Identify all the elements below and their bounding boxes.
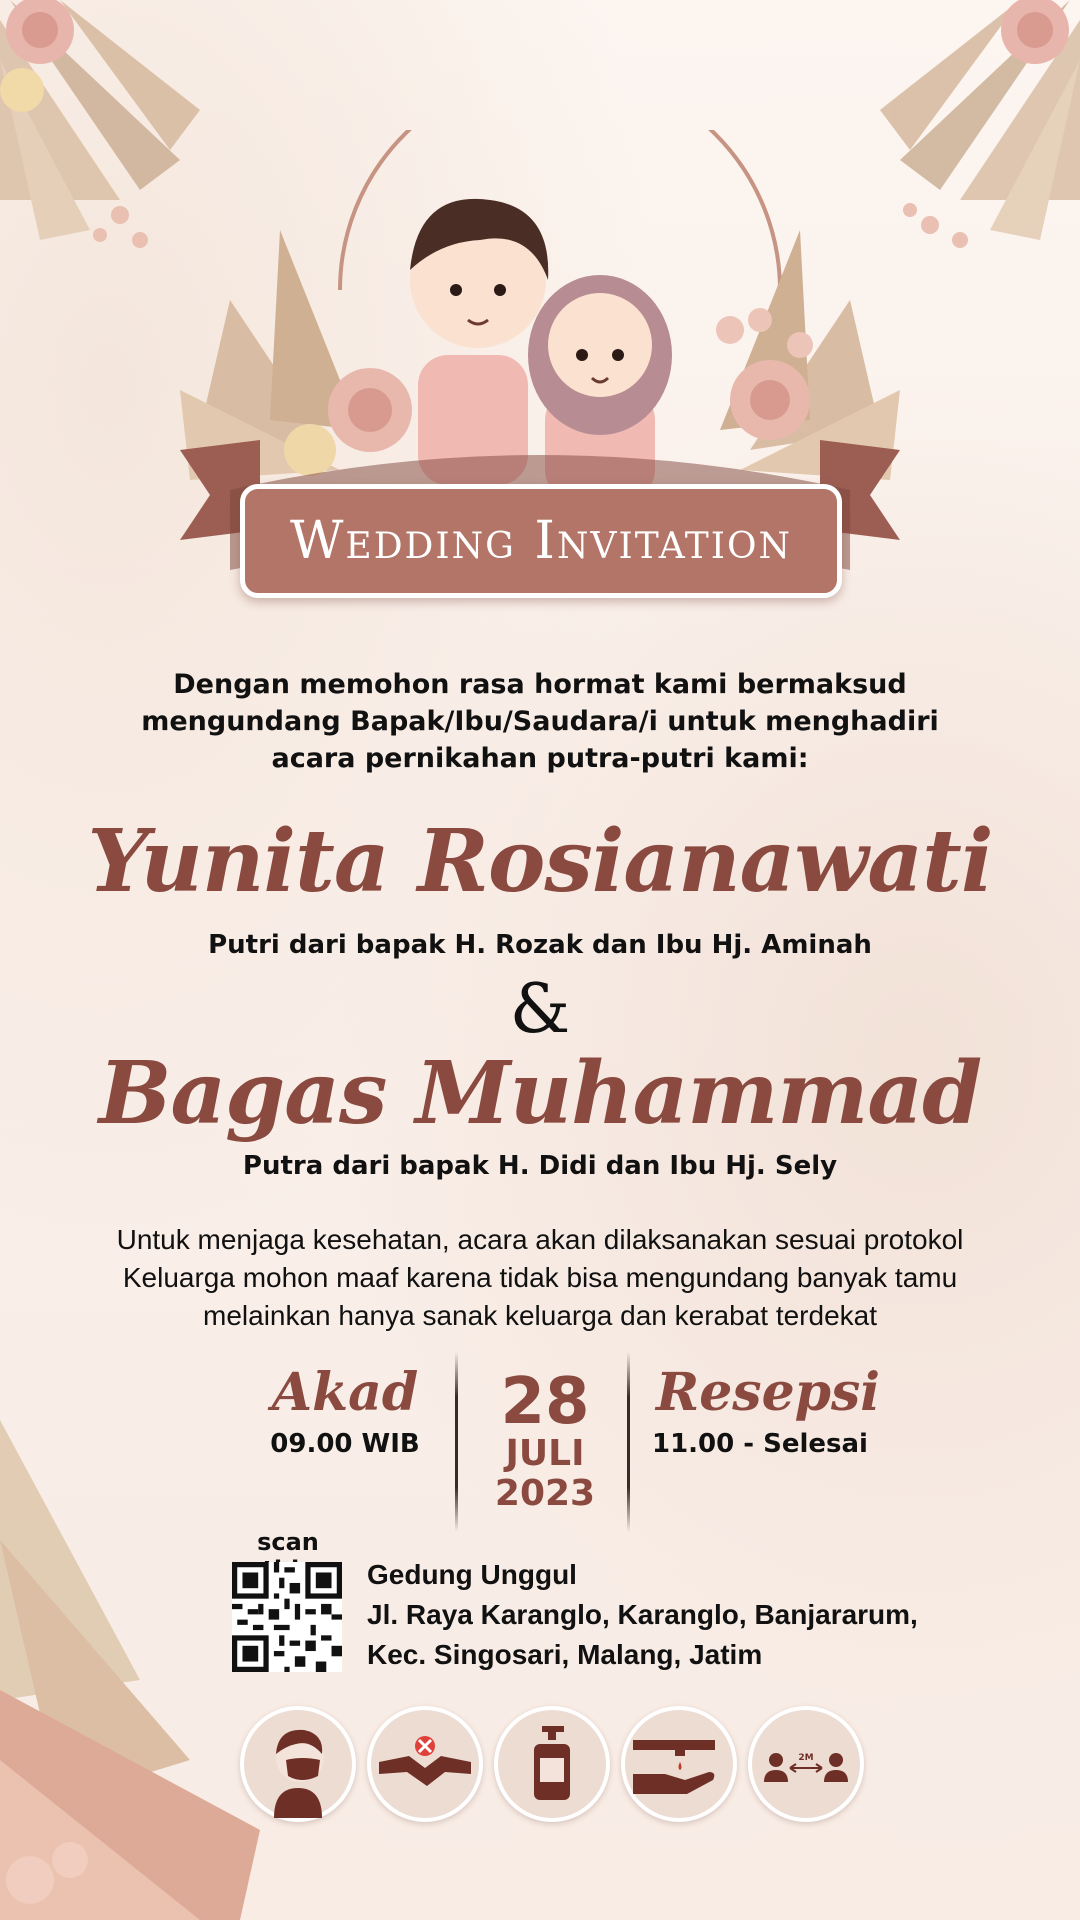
groom-parents: Putra dari bapak H. Didi dan Ibu Hj. Sely <box>242 1151 838 1181</box>
intro-text <box>0 666 1080 777</box>
banner-ribbon <box>240 484 842 598</box>
banner-title: Wedding Invitation <box>289 511 793 571</box>
date-year: 2023 <box>494 1473 596 1514</box>
mask-icon <box>240 1706 356 1822</box>
arch-frame <box>340 130 780 290</box>
resepsi-time: 11.00 - Selesai <box>652 1429 868 1459</box>
venue-address-line1: Jl. Raya Karanglo, Karanglo, Banjararum, <box>367 1599 918 1630</box>
hand-sanitizer-icon <box>494 1706 610 1822</box>
hand-wash-icon <box>621 1706 737 1822</box>
akad-title: Akad <box>271 1362 419 1423</box>
no-handshake-icon <box>367 1706 483 1822</box>
protocol-line: Untuk menjaga kesehatan, acara akan dilaksanakan sesuai protokol <box>116 1224 964 1255</box>
bride-name: Yunita Rosianawati <box>87 811 993 912</box>
distance-label: 2M <box>798 1753 814 1763</box>
groom-name: Bagas Muhammad <box>98 1043 982 1144</box>
venue-address-line2: Kec. Singosari, Malang, Jatim <box>367 1639 763 1670</box>
distance-icon <box>748 1706 864 1822</box>
ampersand: & <box>509 970 571 1049</box>
bride-parents: Putri dari bapak H. Rozak dan Ibu Hj. Aminah <box>208 930 872 960</box>
venue-name: Gedung Unggul <box>367 1559 577 1590</box>
intro-line: acara pernikahan putra-putri kami: <box>271 743 809 774</box>
date-month: JULI <box>505 1433 585 1474</box>
qr-code[interactable] <box>232 1562 342 1672</box>
resepsi-title: Resepsi <box>656 1362 881 1423</box>
venue-block <box>367 1555 967 1675</box>
resepsi-block <box>650 1362 881 1459</box>
intro-line: Dengan memohon rasa hormat kami bermaksud <box>173 669 907 700</box>
protocol-message <box>0 1221 1080 1335</box>
qr-label: scan <box>257 1528 319 1556</box>
intro-line: mengundang Bapak/Ibu/Saudara/i untuk menghadiri <box>141 706 939 737</box>
schedule-divider-left <box>455 1352 458 1532</box>
schedule-divider-right <box>627 1352 630 1532</box>
akad-block <box>260 1362 430 1459</box>
date-block <box>470 1365 620 1514</box>
akad-time: 09.00 WIB <box>270 1429 420 1459</box>
protocol-line: melainkan hanya sanak keluarga dan kerabat terdekat <box>203 1300 877 1331</box>
protocol-line: Keluarga mohon maaf karena tidak bisa mengundang banyak tamu <box>122 1262 958 1293</box>
date-day: 28 <box>500 1365 590 1439</box>
